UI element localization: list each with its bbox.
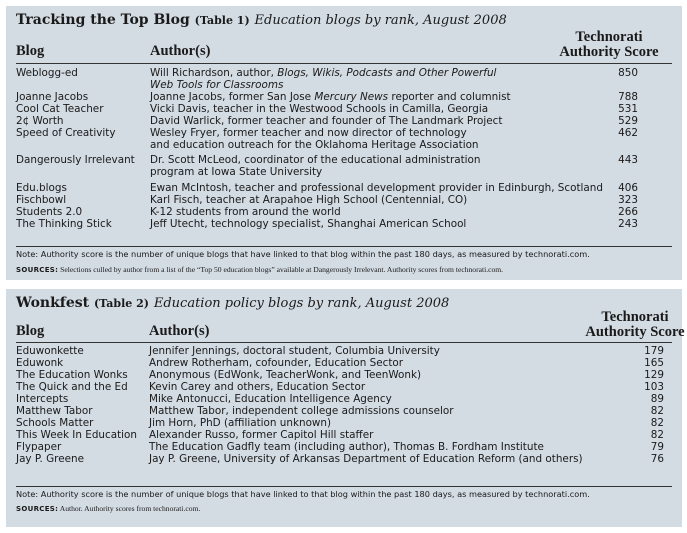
table2-header-score-line2: Authority Score: [585, 324, 685, 340]
blog-name: Schools Matter: [16, 417, 94, 429]
authority-score: 89: [650, 393, 664, 405]
table2-header-blog: Blog: [16, 323, 45, 339]
blog-name: Flypaper: [16, 441, 62, 453]
table-row: [16, 393, 676, 405]
author-text: reporter and columnist: [388, 91, 511, 103]
table1-panel: [6, 6, 682, 280]
table1-sources: [16, 265, 503, 274]
table2-rows: [16, 345, 676, 465]
blog-authors: Alexander Russo, former Capitol Hill staffer: [149, 429, 374, 441]
table2-header-score-line1: Technorati: [601, 309, 669, 325]
author-text: Dr. Scott McLeod, coordinator of the educational administration: [150, 154, 481, 166]
table-row: [16, 441, 676, 453]
blog-authors: The Education Gadfly team (including author), Thomas B. Fordham Institute: [149, 441, 544, 453]
table1-footer-rule: [16, 246, 672, 247]
table1-rows: [16, 67, 676, 230]
blog-name: Speed of Creativity: [16, 127, 116, 139]
table-row: [16, 381, 676, 393]
table-row: [16, 357, 676, 369]
author-text: Will Richardson, author,: [150, 67, 278, 79]
authority-score: 82: [650, 429, 664, 441]
blog-name: 2¢ Worth: [16, 115, 64, 127]
blog-name: The Thinking Stick: [16, 218, 112, 230]
blog-authors: Jeff Utecht, technology specialist, Shanghai American School: [150, 218, 467, 230]
authority-score: 76: [650, 453, 664, 465]
blog-authors: David Warlick, former teacher and founder of The Landmark Project: [150, 115, 503, 127]
sources-text: Author. Authority scores from technorati.com.: [58, 504, 201, 513]
table2-panel: [6, 289, 685, 527]
table-row: [16, 206, 676, 218]
authority-score: 531: [618, 103, 638, 115]
blog-authors: Jay P. Greene, University of Arkansas Department of Education Reform (and others): [149, 453, 583, 465]
table-row: [16, 182, 676, 194]
book-title: Blogs, Wikis, Podcasts and Other Powerful: [277, 67, 497, 79]
table-row: [16, 194, 676, 206]
table1-header-score: [539, 30, 679, 60]
sources-label: SOURCES:: [16, 505, 59, 513]
table-row: [16, 453, 676, 465]
table2-sources: [16, 504, 200, 513]
blog-authors: Vicki Davis, teacher in the Westwood Schools in Camilla, Georgia: [150, 103, 489, 115]
table1-title: [16, 12, 507, 28]
authority-score: 129: [644, 369, 664, 381]
blog-name: Cool Cat Teacher: [16, 103, 104, 115]
authority-score: 323: [618, 194, 638, 206]
blog-authors: Matthew Tabor, independent college admissions counselor: [149, 405, 454, 417]
table-row: [16, 218, 676, 230]
authority-score: 266: [618, 206, 638, 218]
blog-name: Fischbowl: [16, 194, 67, 206]
table2-footer-rule: [16, 486, 672, 487]
authority-score: 103: [644, 381, 664, 393]
author-text: Joanne Jacobs, former San Jose: [150, 91, 315, 103]
table-row: [16, 127, 676, 151]
table-row: [16, 91, 676, 103]
blog-name: Joanne Jacobs: [16, 91, 89, 103]
sources-label: SOURCES:: [16, 266, 59, 274]
publication-name: Mercury News: [314, 91, 389, 103]
table-row: [16, 345, 676, 357]
blog-name: The Quick and the Ed: [16, 381, 128, 393]
blog-name: Intercepts: [16, 393, 69, 405]
table1-number: (Table 1): [194, 14, 250, 27]
blog-name: Matthew Tabor: [16, 405, 93, 417]
blog-authors: Jim Horn, PhD (affiliation unknown): [149, 417, 332, 429]
authority-score: 406: [618, 182, 638, 194]
blog-authors: K-12 students from around the world: [150, 206, 341, 218]
table-row: [16, 405, 676, 417]
authority-score: 82: [650, 417, 664, 429]
authority-score: 243: [618, 218, 638, 230]
table2-subtitle: Education policy blogs by rank, August 2008: [153, 296, 450, 311]
table1-title-text: Tracking the Top Blog: [16, 12, 190, 28]
sources-text: Selections culled by author from a list of the “Top 50 education blogs” available at Dangerously Irrelevant. Authority scores from technorati.com.: [58, 265, 504, 274]
table2-note: Note: Authority score is the number of unique blogs that have linked to that blog within the past 180 days, as measured by technorati.com.: [16, 489, 590, 499]
table1-header-score-line1: Technorati: [575, 29, 643, 45]
table-row: [16, 417, 676, 429]
blog-authors: Jennifer Jennings, doctoral student, Columbia University: [149, 345, 440, 357]
blog-name: Eduwonkette: [16, 345, 84, 357]
authority-score: 462: [618, 127, 638, 139]
table1-header-blog: Blog: [16, 43, 45, 59]
table1-header-authors: Author(s): [150, 43, 211, 59]
blog-authors: Kevin Carey and others, Education Sector: [149, 381, 366, 393]
table2-title-text: Wonkfest: [16, 295, 90, 311]
table-row: [16, 429, 676, 441]
blog-name: Jay P. Greene: [16, 453, 84, 465]
blog-authors: Mike Antonucci, Education Intelligence Agency: [149, 393, 392, 405]
table2-title: [16, 295, 449, 311]
blog-name: Edu.blogs: [16, 182, 67, 194]
table-row: [16, 369, 676, 381]
table2-number: (Table 2): [93, 297, 149, 310]
blog-name: Eduwonk: [16, 357, 64, 369]
table1-note: Note: Authority score is the number of unique blogs that have linked to that blog within the past 180 days, as measured by technorati.com.: [16, 249, 590, 259]
table1-subtitle: Education blogs by rank, August 2008: [254, 13, 507, 28]
blog-name: Students 2.0: [16, 206, 83, 218]
table2-header-score: [565, 310, 687, 340]
blog-name: This Week In Education: [16, 429, 137, 441]
blog-authors: Anonymous (EdWonk, TeacherWonk, and TeenWonk): [149, 369, 422, 381]
authority-score: 529: [618, 115, 638, 127]
table2-header-rule: [16, 342, 672, 343]
blog-name: Weblogg-ed: [16, 67, 78, 79]
table-row: [16, 103, 676, 115]
blog-name: Dangerously Irrelevant: [16, 154, 135, 166]
authority-score: 79: [650, 441, 664, 453]
blog-authors: Andrew Rotherham, cofounder, Education Sector: [149, 357, 404, 369]
blog-authors: Ewan McIntosh, teacher and professional development provider in Edinburgh, Scotland: [150, 182, 603, 194]
author-text: and education outreach for the Oklahoma Heritage Association: [150, 139, 479, 151]
blog-name: The Education Wonks: [16, 369, 128, 381]
author-text: Wesley Fryer, former teacher and now director of technology: [150, 127, 467, 139]
authority-score: 788: [618, 91, 638, 103]
authority-score: 850: [618, 67, 638, 79]
table1-header-score-line2: Authority Score: [559, 44, 659, 60]
table1-header-rule: [16, 63, 672, 64]
authority-score: 443: [618, 154, 638, 166]
blog-authors: Karl Fisch, teacher at Arapahoe High School (Centennial, CO): [150, 194, 468, 206]
table-row: [16, 115, 676, 127]
authority-score: 82: [650, 405, 664, 417]
authority-score: 179: [644, 345, 664, 357]
table2-header-authors: Author(s): [149, 323, 210, 339]
authority-score: 165: [644, 357, 664, 369]
table-row: [16, 154, 676, 178]
book-title-cont: Web Tools for Classrooms: [150, 79, 284, 91]
table-row: [16, 67, 676, 91]
author-text: program at Iowa State University: [150, 166, 323, 178]
